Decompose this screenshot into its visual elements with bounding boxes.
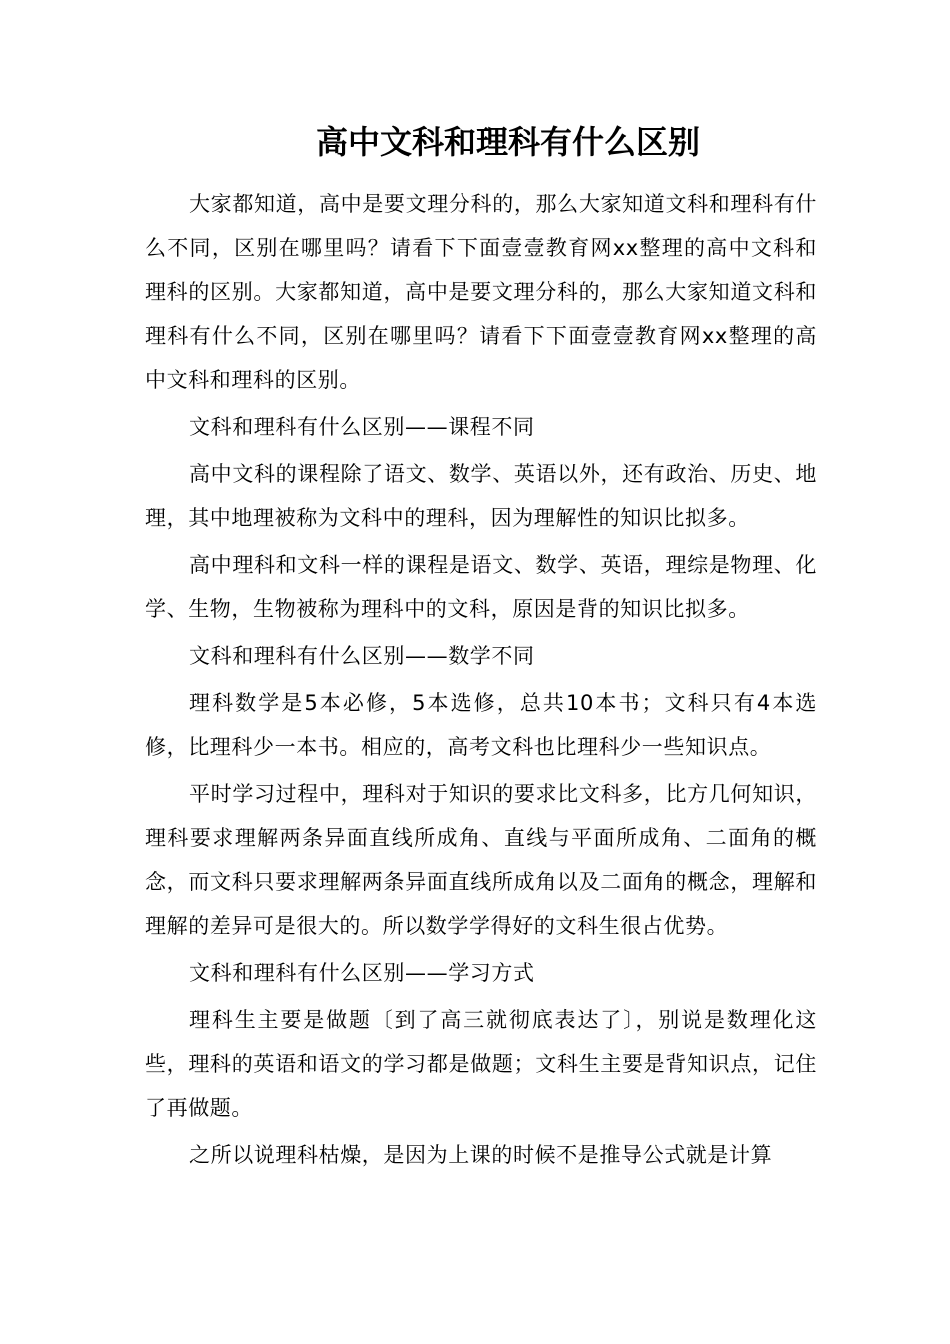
paragraph-liberal-arts-courses: 高中文科的课程除了语文、数学、英语以外，还有政治、历史、地理，其中地理被称为文科中的理科，因为理解性的知识比拟多。 [145, 462, 817, 530]
paragraph-study-methods: 理科生主要是做题〔到了高三就彻底表达了〕，别说是数理化这些，理科的英语和语文的学习都是做题；文科生主要是背知识点，记住了再做题。 [145, 1008, 817, 1120]
section-heading-math: 文科和理科有什么区别——数学不同 [189, 644, 535, 668]
section-heading-study-methods: 文科和理科有什么区别——学习方式 [189, 961, 535, 985]
paragraph-math-books: 理科数学是5本必修，5本选修，总共10本书；文科只有4本选修，比理科少一本书。相应的，高考文科也比理科少一些知识点。 [145, 691, 817, 759]
paragraph-science-boring: 之所以说理科枯燥，是因为上课的时候不是推导公式就是计算 [189, 1143, 773, 1167]
document-body [145, 182, 817, 1180]
paragraph-math-requirements: 平时学习过程中，理科对于知识的要求比文科多，比方几何知识，理科要求理解两条异面直线所成角、直线与平面所成角、二面角的概念，而文科只要求理解两条异面直线所成角以及二面角的概念，理解和理解的差异可是很大的。所以数学学得好的文科生很占优势。 [145, 782, 817, 938]
paragraph-science-courses: 高中理科和文科一样的课程是语文、数学、英语，理综是物理、化学、生物，生物被称为理科中的文科，原因是背的知识比拟多。 [145, 553, 817, 621]
intro-paragraph: 大家都知道，高中是要文理分科的，那么大家知道文科和理科有什么不同，区别在哪里吗？请看下下面壹壹教育网xx整理的高中文科和理科的区别。大家都知道，高中是要文理分科的，那么大家知道文科和理科有什么不同，区别在哪里吗？请看下下面壹壹教育网xx整理的高中文科和理科的区别。 [145, 192, 817, 392]
section-heading-courses: 文科和理科有什么区别——课程不同 [189, 415, 535, 439]
document-title: 高中文科和理科有什么区别 [315, 123, 700, 161]
